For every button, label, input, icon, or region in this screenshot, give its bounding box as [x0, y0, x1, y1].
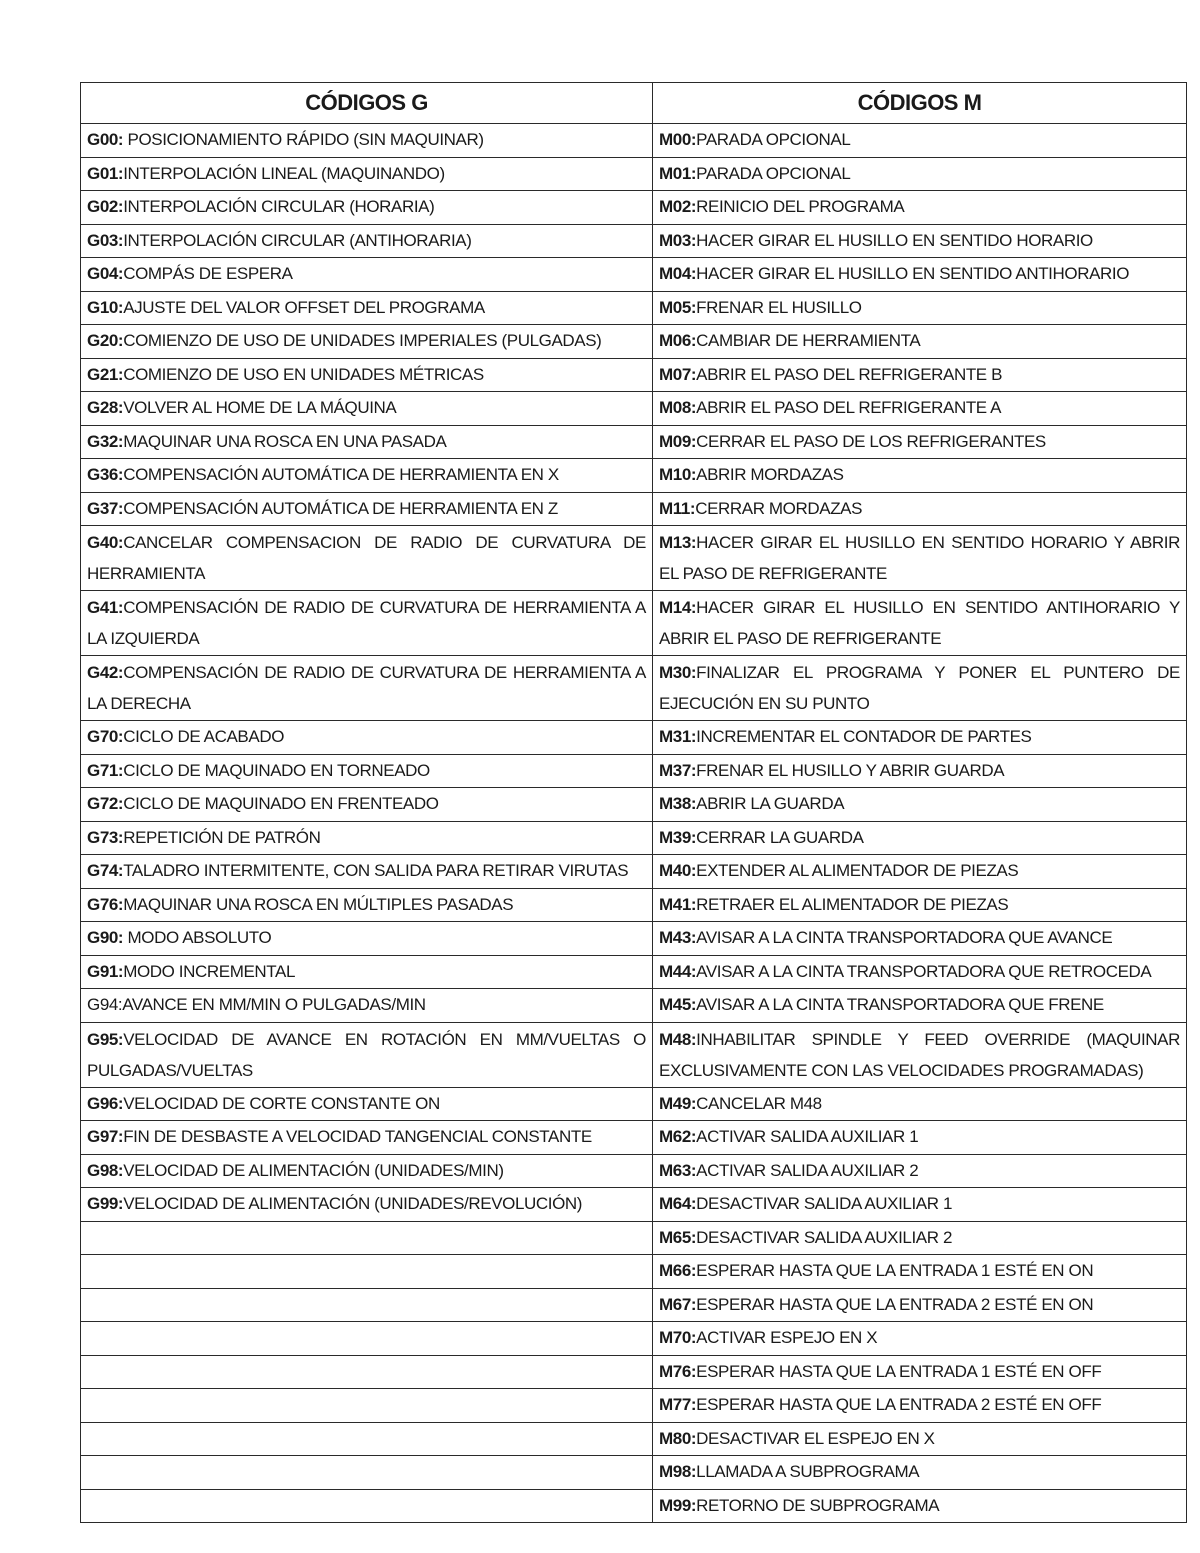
g-code-label: G74:: [87, 861, 124, 881]
g-code-cell: [81, 258, 653, 292]
m-code-label: M11:: [659, 498, 696, 518]
m-code-description: INCREMENTAR EL CONTADOR DE PARTES: [696, 727, 1032, 747]
table-row: [81, 191, 1187, 225]
table-row: [81, 224, 1187, 258]
m-code-description: FRENAR EL HUSILLO Y ABRIR GUARDA: [696, 760, 1005, 780]
m-code-description: DESACTIVAR SALIDA AUXILIAR 2: [696, 1227, 953, 1247]
g-code-cell: [81, 1022, 653, 1087]
table-row: [81, 1456, 1187, 1490]
m-code-description: RETORNO DE SUBPROGRAMA: [696, 1495, 940, 1515]
g-code-label: G98:: [87, 1160, 124, 1180]
m-code-description: LLAMADA A SUBPROGRAMA: [696, 1462, 920, 1482]
table-row: [81, 1489, 1187, 1523]
g-code-label: G97:: [87, 1127, 124, 1147]
g-code-cell: [81, 1355, 653, 1389]
m-code-label: M70:: [659, 1328, 697, 1348]
table-body: [81, 124, 1187, 1523]
g-code-cell: [81, 955, 653, 989]
g-code-label: G00:: [87, 130, 124, 150]
g-code-cell: [81, 1489, 653, 1523]
m-code-cell: [653, 591, 1187, 656]
g-code-description: INTERPOLACIÓN LINEAL (MAQUINANDO): [123, 163, 445, 183]
g-code-label: G02:: [87, 197, 124, 217]
g-code-cell: [81, 656, 653, 721]
g-code-description: MAQUINAR UNA ROSCA EN UNA PASADA: [123, 431, 447, 451]
m-code-label: M43:: [659, 928, 697, 948]
g-code-cell: [81, 754, 653, 788]
table-row: [81, 492, 1187, 526]
m-code-label: M40:: [659, 861, 697, 881]
table-row: [81, 1188, 1187, 1222]
table-row: [81, 591, 1187, 656]
m-code-description: EXTENDER AL ALIMENTADOR DE PIEZAS: [696, 861, 1019, 881]
g-code-label: G21:: [87, 364, 124, 384]
m-code-label: M45:: [659, 995, 697, 1015]
m-code-label: M03:: [659, 230, 697, 250]
g-code-cell: [81, 855, 653, 889]
m-code-cell: [653, 191, 1187, 225]
m-code-description: ESPERAR HASTA QUE LA ENTRADA 1 ESTÉ EN OFF: [696, 1361, 1102, 1381]
g-code-label: G72:: [87, 794, 124, 814]
m-code-cell: [653, 656, 1187, 721]
g-code-description: INTERPOLACIÓN CIRCULAR (ANTIHORARIA): [123, 230, 472, 250]
m-code-description: RETRAER EL ALIMENTADOR DE PIEZAS: [696, 894, 1009, 914]
g-code-label: G04:: [87, 264, 124, 284]
m-code-label: M41:: [659, 894, 697, 914]
m-code-description: FRENAR EL HUSILLO: [696, 297, 862, 317]
m-code-description: CERRAR MORDAZAS: [695, 498, 863, 518]
m-code-cell: [653, 1087, 1187, 1121]
g-code-description: MAQUINAR UNA ROSCA EN MÚLTIPLES PASADAS: [123, 894, 514, 914]
g-code-cell: [81, 425, 653, 459]
m-code-label: M38:: [659, 794, 697, 814]
g-code-label: G76:: [87, 894, 124, 914]
table-row: [81, 1288, 1187, 1322]
g-code-cell: [81, 191, 653, 225]
g-code-label: G42:: [87, 663, 124, 682]
table-row: [81, 821, 1187, 855]
g-code-label: G32:: [87, 431, 124, 451]
g-code-cell: [81, 922, 653, 956]
g-code-cell: [81, 526, 653, 591]
m-code-description: REINICIO DEL PROGRAMA: [696, 197, 905, 217]
g-code-cell: [81, 1188, 653, 1222]
m-code-description: HACER GIRAR EL HUSILLO EN SENTIDO ANTIHORARIO: [696, 264, 1130, 284]
table-row: [81, 157, 1187, 191]
m-code-description: ABRIR LA GUARDA: [696, 794, 845, 814]
g-code-cell: [81, 392, 653, 426]
table-row: [81, 124, 1187, 158]
m-code-cell: [653, 392, 1187, 426]
g-code-cell: [81, 325, 653, 359]
m-code-label: M64:: [659, 1194, 697, 1214]
table-row: [81, 1087, 1187, 1121]
g-code-label: G36:: [87, 465, 124, 485]
m-code-description: ESPERAR HASTA QUE LA ENTRADA 1 ESTÉ EN ON: [696, 1261, 1094, 1281]
m-code-cell: [653, 754, 1187, 788]
g-code-label: G96:: [87, 1093, 124, 1113]
g-code-description: COMPENSACIÓN AUTOMÁTICA DE HERRAMIENTA EN X: [123, 465, 559, 485]
m-code-description: ABRIR EL PASO DEL REFRIGERANTE A: [696, 398, 1002, 418]
table-row: [81, 425, 1187, 459]
m-code-label: M80:: [659, 1428, 697, 1448]
g-code-cell: [81, 591, 653, 656]
g-code-label: G90:: [87, 928, 124, 948]
g-code-description: POSICIONAMIENTO RÁPIDO (SIN MAQUINAR): [123, 130, 484, 150]
table-row: [81, 358, 1187, 392]
m-code-description: ESPERAR HASTA QUE LA ENTRADA 2 ESTÉ EN OFF: [696, 1395, 1102, 1415]
m-code-label: M01:: [659, 163, 697, 183]
m-code-cell: [653, 922, 1187, 956]
m-code-label: M67:: [659, 1294, 697, 1314]
g-code-cell: [81, 888, 653, 922]
m-code-cell: [653, 821, 1187, 855]
m-code-description: HACER GIRAR EL HUSILLO EN SENTIDO HORARIO: [696, 230, 1093, 250]
g-code-label: G40:: [87, 533, 124, 552]
m-code-description: CERRAR EL PASO DE LOS REFRIGERANTES: [696, 431, 1046, 451]
g-code-label: G73:: [87, 827, 124, 847]
g-code-description: COMPÁS DE ESPERA: [123, 264, 293, 284]
g-code-label: G41:: [87, 598, 124, 617]
m-code-cell: [653, 1355, 1187, 1389]
m-code-description: HACER GIRAR EL HUSILLO EN SENTIDO HORARIO Y ABRIR EL PASO DE REFRIGERANTE: [659, 533, 1180, 583]
g-code-cell: [81, 1456, 653, 1490]
header-m-codes: CÓDIGOS M: [653, 83, 1187, 124]
g-code-label: G70:: [87, 727, 124, 747]
table-row: [81, 1422, 1187, 1456]
g-code-cell: [81, 1154, 653, 1188]
table-row: [81, 1389, 1187, 1423]
m-code-cell: [653, 1322, 1187, 1356]
m-code-description: ACTIVAR ESPEJO EN X: [696, 1328, 878, 1348]
table-row: [81, 754, 1187, 788]
m-code-label: M08:: [659, 398, 697, 418]
g-code-label: G71:: [87, 760, 124, 780]
m-code-label: M06:: [659, 331, 697, 351]
g-code-description: CICLO DE MAQUINADO EN TORNEADO: [123, 760, 430, 780]
table-row: [81, 1255, 1187, 1289]
g-code-cell: [81, 1288, 653, 1322]
g-code-description: VELOCIDAD DE AVANCE EN ROTACIÓN EN MM/VUELTAS O PULGADAS/VUELTAS: [87, 1029, 646, 1080]
m-code-cell: [653, 425, 1187, 459]
m-code-description: ABRIR MORDAZAS: [696, 465, 844, 485]
m-code-cell: [653, 124, 1187, 158]
g-code-cell: [81, 788, 653, 822]
g-code-label: G10:: [87, 297, 124, 317]
g-code-description: REPETICIÓN DE PATRÓN: [123, 827, 321, 847]
m-code-description: ESPERAR HASTA QUE LA ENTRADA 2 ESTÉ EN ON: [696, 1294, 1094, 1314]
m-code-cell: [653, 855, 1187, 889]
m-code-label: M09:: [659, 431, 697, 451]
g-code-description: CANCELAR COMPENSACION DE RADIO DE CURVATURA DE HERRAMIENTA: [87, 533, 646, 583]
m-code-cell: [653, 1188, 1187, 1222]
m-code-label: M31:: [659, 727, 697, 747]
m-code-label: M98:: [659, 1462, 697, 1482]
g-code-cell: [81, 1389, 653, 1423]
g-code-description: FIN DE DESBASTE A VELOCIDAD TANGENCIAL CONSTANTE: [123, 1127, 592, 1147]
g-code-cell: [81, 492, 653, 526]
g-code-cell: [81, 358, 653, 392]
table-row: [81, 888, 1187, 922]
table-row: [81, 955, 1187, 989]
m-code-cell: [653, 1422, 1187, 1456]
g-code-label: G20:: [87, 331, 124, 351]
m-code-description: CANCELAR M48: [696, 1093, 822, 1113]
m-code-description: INHABILITAR SPINDLE Y FEED OVERRIDE (MAQUINAR EXCLUSIVAMENTE CON LAS VELOCIDADES PROGRAMADAS): [659, 1029, 1180, 1080]
g-code-cell: [81, 224, 653, 258]
m-code-cell: [653, 1154, 1187, 1188]
m-code-label: M07:: [659, 364, 697, 384]
g-code-description: COMIENZO DE USO DE UNIDADES IMPERIALES (PULGADAS): [123, 331, 602, 351]
g-code-description: G94:AVANCE EN MM/MIN O PULGADAS/MIN: [87, 995, 426, 1015]
g-code-cell: [81, 1422, 653, 1456]
g-code-label: G28:: [87, 398, 124, 418]
m-code-label: M44:: [659, 961, 697, 981]
m-code-cell: [653, 955, 1187, 989]
m-code-cell: [653, 888, 1187, 922]
m-code-cell: [653, 157, 1187, 191]
m-code-label: M14:: [659, 598, 697, 617]
m-code-description: ACTIVAR SALIDA AUXILIAR 2: [696, 1160, 919, 1180]
g-code-cell: [81, 989, 653, 1023]
g-code-label: G01:: [87, 163, 124, 183]
table-row: [81, 989, 1187, 1023]
m-code-cell: [653, 358, 1187, 392]
g-code-description: COMPENSACIÓN AUTOMÁTICA DE HERRAMIENTA EN Z: [123, 498, 558, 518]
g-code-cell: [81, 157, 653, 191]
g-code-description: MODO INCREMENTAL: [123, 961, 295, 981]
table-row: [81, 1221, 1187, 1255]
m-code-description: FINALIZAR EL PROGRAMA Y PONER EL PUNTERO DE EJECUCIÓN EN SU PUNTO: [659, 663, 1180, 713]
m-code-description: ABRIR EL PASO DEL REFRIGERANTE B: [696, 364, 1003, 384]
m-code-label: M48:: [659, 1029, 697, 1049]
m-code-cell: [653, 224, 1187, 258]
table-row: [81, 1355, 1187, 1389]
g-code-label: G95:: [87, 1029, 124, 1049]
table-row: [81, 656, 1187, 721]
m-code-label: M99:: [659, 1495, 697, 1515]
m-code-cell: [653, 291, 1187, 325]
m-code-description: PARADA OPCIONAL: [696, 130, 851, 150]
table-row: [81, 1121, 1187, 1155]
m-code-label: M62:: [659, 1127, 697, 1147]
g-code-description: VELOCIDAD DE CORTE CONSTANTE ON: [123, 1093, 440, 1113]
g-code-label: G99:: [87, 1194, 124, 1214]
g-code-label: G03:: [87, 230, 124, 250]
g-code-cell: [81, 821, 653, 855]
table-row: [81, 258, 1187, 292]
g-code-description: COMPENSACIÓN DE RADIO DE CURVATURA DE HERRAMIENTA A LA IZQUIERDA: [87, 598, 646, 648]
m-code-cell: [653, 1288, 1187, 1322]
m-code-description: AVISAR A LA CINTA TRANSPORTADORA QUE RETROCEDA: [696, 961, 1152, 981]
g-code-cell: [81, 1087, 653, 1121]
m-code-label: M04:: [659, 264, 697, 284]
m-code-cell: [653, 1121, 1187, 1155]
m-code-description: PARADA OPCIONAL: [696, 163, 851, 183]
g-code-description: VELOCIDAD DE ALIMENTACIÓN (UNIDADES/MIN): [123, 1160, 504, 1180]
m-code-cell: [653, 492, 1187, 526]
table-row: [81, 459, 1187, 493]
m-code-label: M39:: [659, 827, 697, 847]
g-code-cell: [81, 1322, 653, 1356]
table-row: [81, 1322, 1187, 1356]
m-code-label: M00:: [659, 130, 697, 150]
m-code-description: CERRAR LA GUARDA: [696, 827, 864, 847]
table-row: [81, 291, 1187, 325]
table-row: [81, 721, 1187, 755]
m-code-label: M10:: [659, 465, 697, 485]
g-code-description: COMIENZO DE USO EN UNIDADES MÉTRICAS: [123, 364, 484, 384]
m-code-label: M37:: [659, 760, 697, 780]
m-code-cell: [653, 788, 1187, 822]
g-code-cell: [81, 721, 653, 755]
g-code-description: MODO ABSOLUTO: [123, 928, 272, 948]
codes-table: [80, 82, 1187, 1523]
m-code-label: M13:: [659, 533, 697, 552]
g-code-cell: [81, 1221, 653, 1255]
g-code-cell: [81, 124, 653, 158]
table-row: [81, 855, 1187, 889]
table-row: [81, 1022, 1187, 1087]
g-code-description: AJUSTE DEL VALOR OFFSET DEL PROGRAMA: [123, 297, 485, 317]
table-row: [81, 788, 1187, 822]
m-code-cell: [653, 526, 1187, 591]
g-code-description: TALADRO INTERMITENTE, CON SALIDA PARA RETIRAR VIRUTAS: [123, 861, 629, 881]
m-code-cell: [653, 1255, 1187, 1289]
header-row: [81, 83, 1187, 124]
table-row: [81, 1154, 1187, 1188]
m-code-label: M02:: [659, 197, 697, 217]
m-code-cell: [653, 325, 1187, 359]
g-code-cell: [81, 1255, 653, 1289]
g-code-description: CICLO DE MAQUINADO EN FRENTEADO: [123, 794, 439, 814]
g-code-label: G91:: [87, 961, 124, 981]
m-code-label: M30:: [659, 663, 697, 682]
m-code-label: M66:: [659, 1261, 697, 1281]
table-row: [81, 325, 1187, 359]
m-code-description: AVISAR A LA CINTA TRANSPORTADORA QUE AVANCE: [696, 928, 1113, 948]
g-code-description: INTERPOLACIÓN CIRCULAR (HORARIA): [123, 197, 435, 217]
m-code-cell: [653, 1221, 1187, 1255]
m-code-description: ACTIVAR SALIDA AUXILIAR 1: [696, 1127, 919, 1147]
g-code-cell: [81, 459, 653, 493]
g-code-cell: [81, 291, 653, 325]
m-code-label: M76:: [659, 1361, 697, 1381]
m-code-cell: [653, 258, 1187, 292]
m-code-label: M65:: [659, 1227, 697, 1247]
table-row: [81, 526, 1187, 591]
g-code-label: G37:: [87, 498, 124, 518]
g-code-cell: [81, 1121, 653, 1155]
g-code-description: CICLO DE ACABADO: [123, 727, 285, 747]
m-code-description: CAMBIAR DE HERRAMIENTA: [696, 331, 921, 351]
m-code-cell: [653, 1389, 1187, 1423]
m-code-label: M63:: [659, 1160, 697, 1180]
m-code-cell: [653, 1489, 1187, 1523]
m-code-cell: [653, 1456, 1187, 1490]
g-code-description: COMPENSACIÓN DE RADIO DE CURVATURA DE HERRAMIENTA A LA DERECHA: [87, 663, 646, 713]
m-code-cell: [653, 721, 1187, 755]
m-code-cell: [653, 1022, 1187, 1087]
m-code-description: AVISAR A LA CINTA TRANSPORTADORA QUE FRENE: [696, 995, 1104, 1015]
g-code-description: VELOCIDAD DE ALIMENTACIÓN (UNIDADES/REVOLUCIÓN): [123, 1194, 583, 1214]
table-row: [81, 922, 1187, 956]
table-row: [81, 392, 1187, 426]
m-code-cell: [653, 459, 1187, 493]
m-code-description: DESACTIVAR EL ESPEJO EN X: [696, 1428, 935, 1448]
m-code-description: DESACTIVAR SALIDA AUXILIAR 1: [696, 1194, 953, 1214]
m-code-label: M49:: [659, 1093, 697, 1113]
m-code-description: HACER GIRAR EL HUSILLO EN SENTIDO ANTIHORARIO Y ABRIR EL PASO DE REFRIGERANTE: [659, 598, 1180, 648]
header-g-codes: CÓDIGOS G: [81, 83, 653, 124]
m-code-label: M05:: [659, 297, 697, 317]
m-code-label: M77:: [659, 1395, 697, 1415]
m-code-cell: [653, 989, 1187, 1023]
g-code-description: VOLVER AL HOME DE LA MÁQUINA: [123, 398, 397, 418]
